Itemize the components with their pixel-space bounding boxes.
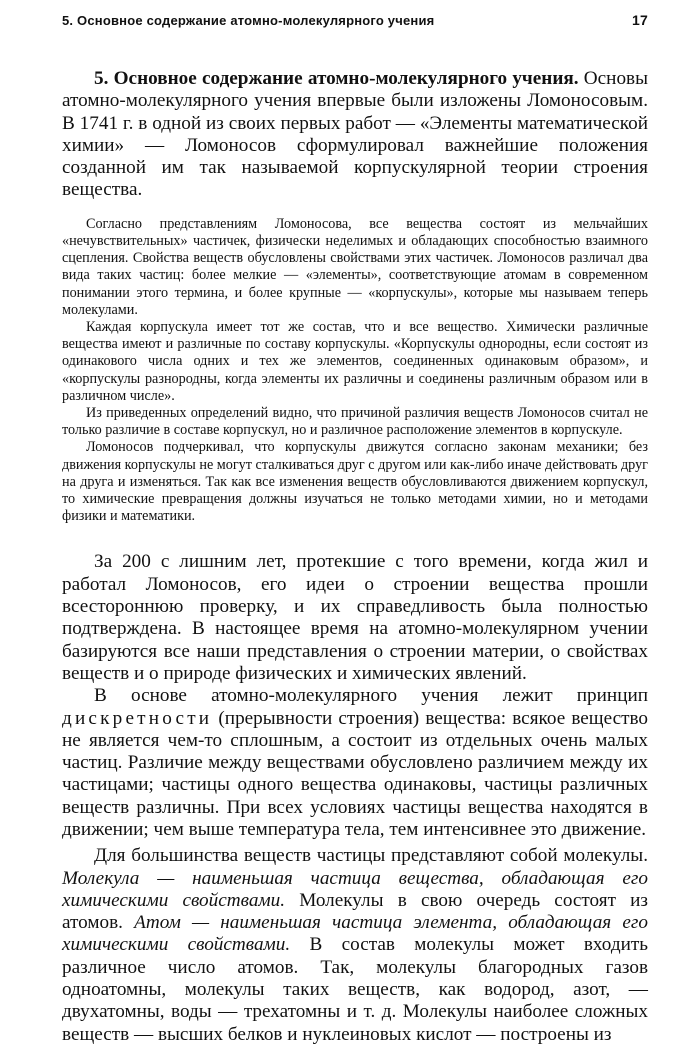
molecule-definition: Молекула — наименьшая частица вещества, обладающая его химическими свойствами. — [62, 867, 648, 911]
term-discreteness: дискретности — [62, 707, 213, 729]
body-paragraph-3 — [62, 845, 648, 1046]
body-paragraph-1: За 200 с лишним лет, протекшие с того времени, когда жил и работал Ломоносов, его идеи о строении вещества прошли всестороннюю проверку, и их справедливость была полностью подтверждена. В настоящее время на атомно-молекулярном учении базируются все наши представления о строении материи, о свойствах веществ и о природе физических и химических явлений. — [62, 551, 648, 684]
atom-definition: Атом — наименьшая частица элемента, обладающая его химическими свойствами. — [62, 912, 648, 956]
section-intro-paragraph — [62, 68, 648, 202]
small-paragraph: Из приведенных определений видно, что причиной различия веществ Ломоносов считал не только различие в составе корпускул, но и различное расположение элементов в корпускуле. — [62, 405, 648, 439]
page-number: 17 — [632, 12, 648, 28]
small-print-block — [62, 216, 648, 526]
p2-text-end: (прерывности строения) вещества: всякое вещество не является чем-то сплошным, а состоит из отдельных очень малых частиц. Различие между веществами обусловлено различием между их частицами; частицы одного вещества одинаковы, частицы различных веществ различны. При всех условиях частицы вещества находятся в движении; чем выше температура тела, тем интенсивнее это движение. — [62, 707, 648, 840]
p3-text-a: Для большинства веществ частицы представляют собой молекулы. — [94, 845, 648, 867]
running-title: 5. Основное содержание атомно-молекулярного учения — [62, 13, 435, 28]
section-intro-text: Основы атомно-молекулярного учения впервые были изложены Ломоносовым. В 1741 г. в одной из своих первых работ — «Элементы математической химии» — Ломоносов сформулировал важнейшие положения созданной им так называемой корпускулярной теории строения вещества. — [62, 68, 648, 201]
small-paragraph: Каждая корпускула имеет тот же состав, что и все вещество. Химически различные вещества имеют и различные по составу корпускулы. «Корпускулы однородны, если состоят из одинакового числа одних и тех же элементов, соединенных одинаковым образом», и «корпускулы разнородны, когда элементы их различны и соединены различным образом или в различном числе». — [62, 319, 648, 404]
p3-text-c: В состав молекулы может входить различное число атомов. Так, молекулы благородных газов одноатомны, молекулы таких веществ, как водород, азот, — двухатомны, воды — трехатомны и т. д. Молекулы наиболее сложных веществ — высших белков и нуклеиновых кислот — построены из — [62, 934, 648, 1045]
p2-text-start: В основе атомно-молекулярного учения лежит принцип — [94, 685, 648, 707]
small-paragraph: Ломоносов подчеркивал, что корпускулы движутся согласно законам механики; без движения корпускулы не могут сталкиваться друг с другом или как-либо иначе действовать друг на друга и изменяться. Так как все изменения веществ обусловливаются движением корпускул, то химические превращения должны изучаться не только методами химии, но и методами физики и математики. — [62, 439, 648, 525]
running-header — [62, 12, 648, 28]
small-paragraph: Согласно представлениям Ломоносова, все вещества состоят из мельчайших «нечувствительных» частичек, физически неделимых и обладающих способностью взаимного сцепления. Свойства веществ обусловлены свойствами этих частичек. Ломоносов различал два вида таких частиц: более мелкие — «элементы», соответствующие атомам в современном понимании этого термина, и более крупные — «корпускулы», которые мы называем теперь молекулами. — [62, 215, 648, 318]
p3-text-b: Молекулы в свою очередь состоят из атомов. — [62, 889, 649, 934]
body-paragraph-2 — [62, 685, 648, 841]
section-title: 5. Основное содержание атомно-молекулярного учения. — [94, 68, 579, 89]
